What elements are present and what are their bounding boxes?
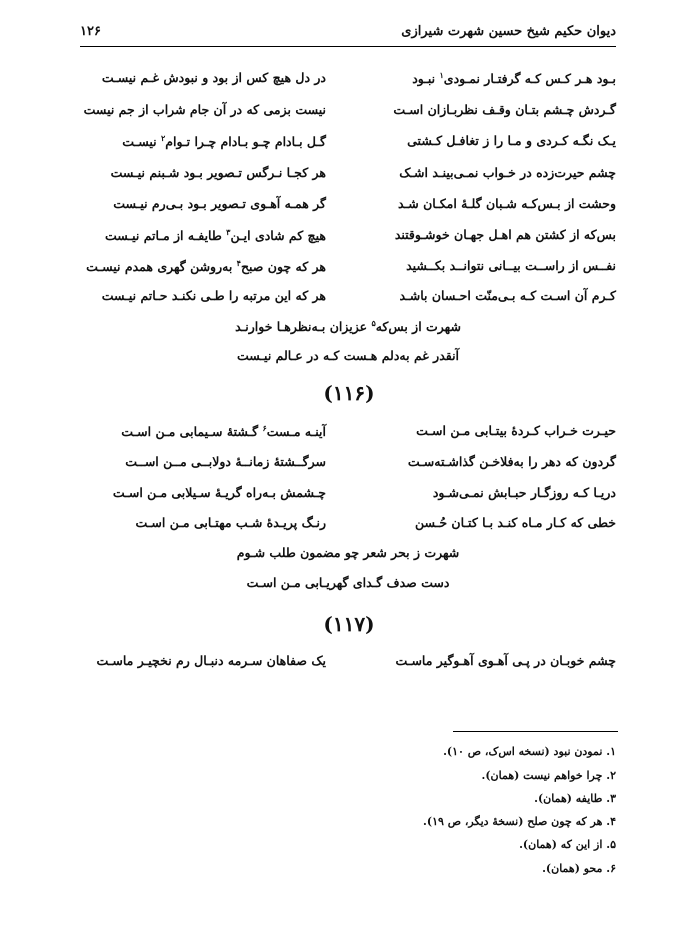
footnote-marker: ۵ bbox=[371, 318, 376, 328]
closing-hemistich: دست صدف گـدای گهریـابی مـن اسـت bbox=[246, 575, 450, 590]
second-hemistich: سرگــشتهٔ زمانــهٔ دولابــی مــن اســت bbox=[125, 454, 326, 469]
page-number: ۱۲۶ bbox=[80, 24, 101, 39]
second-hemistich: یک صفاهان سـرمه دنبـال رم نخچیـر ماسـت bbox=[96, 653, 326, 668]
verse-line bbox=[80, 133, 616, 157]
footnote: ۶. محو (همان). bbox=[542, 862, 616, 875]
verse-line bbox=[80, 70, 616, 94]
closing-hemistich: آنقدر غم به‌دلم هـست کـه در عـالم نیـست bbox=[236, 348, 460, 363]
second-hemistich: هر که این مرتبه را طـی نکنـد حـاتم نیـست bbox=[101, 288, 326, 303]
first-hemistich: کـرم آن اسـت کـه بـی‌منّت احـسان باشـد bbox=[399, 288, 616, 303]
verse-line bbox=[80, 653, 616, 677]
first-hemistich: خطی که کـار مـاه کنـد بـا کتـان حُـسن bbox=[414, 515, 616, 530]
second-hemistich: هیچ کم شادی ایـن$^۳$ طایفـه از مـاتم نیـست bbox=[105, 227, 326, 244]
second-hemistich: در دل هیچ کس از بود و نبودش غـم نیسـت bbox=[101, 70, 326, 85]
first-hemistich: گـردش چـشم بتـان وقـف نظربـازان اسـت bbox=[393, 102, 616, 117]
second-hemistich: آینـه مـست$^۶$ گـشتهٔ سـیمابی مـن اسـت bbox=[121, 423, 326, 440]
verse-line bbox=[80, 515, 616, 539]
footnote: ۵. از این که (همان). bbox=[519, 838, 616, 851]
verse-line bbox=[80, 288, 616, 312]
footnote: ۳. طایفه (همان). bbox=[534, 792, 616, 805]
first-hemistich: بـود هـر کـس کـه گرفتـار نمـودی$^۱$ نبـود bbox=[412, 70, 616, 87]
page-header bbox=[80, 20, 616, 44]
header-divider bbox=[80, 46, 616, 47]
second-hemistich: گر همـه آهـوی تـصویر بـود بـی‌رم نیـست bbox=[113, 196, 326, 211]
footnote-marker: ۴ bbox=[236, 258, 241, 268]
poem-number-heading: (۱۱۷) bbox=[323, 612, 375, 636]
footnote-marker: ۱ bbox=[439, 70, 444, 80]
running-title: دیوان حکیم شیخ حسین شهرت شیرازی bbox=[401, 24, 616, 39]
verse-line bbox=[80, 102, 616, 126]
footnote-marker: ۳ bbox=[226, 227, 231, 237]
closing-hemistich: شهرت ز بحر شعر چو مضمون طلب شـوم bbox=[236, 545, 460, 560]
closing-hemistich: شهرت از بس‌که$^۵$ عزیزان بـه‌نظرهـا خوارنـد bbox=[235, 318, 461, 335]
verse-line bbox=[80, 454, 616, 478]
verse-line bbox=[80, 485, 616, 509]
first-hemistich: یـک نگـه کـردی و مـا را ز تغافـل کـشتی bbox=[407, 133, 616, 148]
verse-line bbox=[80, 423, 616, 447]
footnote-divider bbox=[453, 731, 618, 732]
verse-line bbox=[80, 258, 616, 282]
verse-line bbox=[80, 165, 616, 189]
second-hemistich: رنـگ پریـدهٔ شـب مهتـابی مـن اسـت bbox=[135, 515, 326, 530]
first-hemistich: چشم حیرت‌زده در خـواب نمـی‌بینـد اشـک bbox=[399, 165, 616, 180]
second-hemistich: هر کجـا نـرگس تـصویر بـود شـبنم نیـست bbox=[110, 165, 326, 180]
first-hemistich: بس‌که از کشتن هم اهـل جهـان خوشـوقتند bbox=[394, 227, 616, 242]
second-hemistich: گـل بـادام چـو بـادام چـرا تـوام$^۲$ نیسـت bbox=[122, 133, 326, 150]
footnote-marker: ۲ bbox=[160, 133, 166, 143]
first-hemistich: حیـرت خـراب کـردهٔ بیتـابی مـن اسـت bbox=[416, 423, 616, 438]
first-hemistich: گردون که دهر را به‌فلاخـن گذاشـته‌سـت bbox=[407, 454, 616, 469]
footnote-marker: ۶ bbox=[262, 423, 267, 433]
poem-number-heading: (۱۱۶) bbox=[323, 381, 375, 405]
first-hemistich: وحشت از بـس‌کـه شـبان گلـهٔ امکـان شـد bbox=[398, 196, 616, 211]
first-hemistich: نفــس از راســت بیــانی نتوانــد بکــشید bbox=[406, 258, 616, 273]
second-hemistich: نیست بزمی که در آن جام شراب از جم نیست bbox=[83, 102, 326, 117]
verse-line bbox=[80, 227, 616, 251]
second-hemistich: هر که چون صبح$^۴$ به‌روشن گهری همدم نیسـت bbox=[86, 258, 326, 275]
second-hemistich: چـشمش بـه‌راه گریـهٔ سـیلابی مـن اسـت bbox=[112, 485, 326, 500]
footnote: ۱. نمودن نبود (نسخه اس‌ک، ص ۱۰). bbox=[443, 745, 616, 758]
footnote: ۲. چرا خواهم نیست (همان). bbox=[481, 769, 616, 782]
footnote: ۴. هر که چون صلح (نسخهٔ دیگر، ص ۱۹). bbox=[423, 815, 616, 828]
first-hemistich: چشم خوبـان در پـی آهـوی آهـوگیر ماسـت bbox=[395, 653, 616, 668]
first-hemistich: دریـا کـه روزگـار حبـابش نمـی‌شـود bbox=[432, 485, 616, 500]
verse-line bbox=[80, 196, 616, 220]
